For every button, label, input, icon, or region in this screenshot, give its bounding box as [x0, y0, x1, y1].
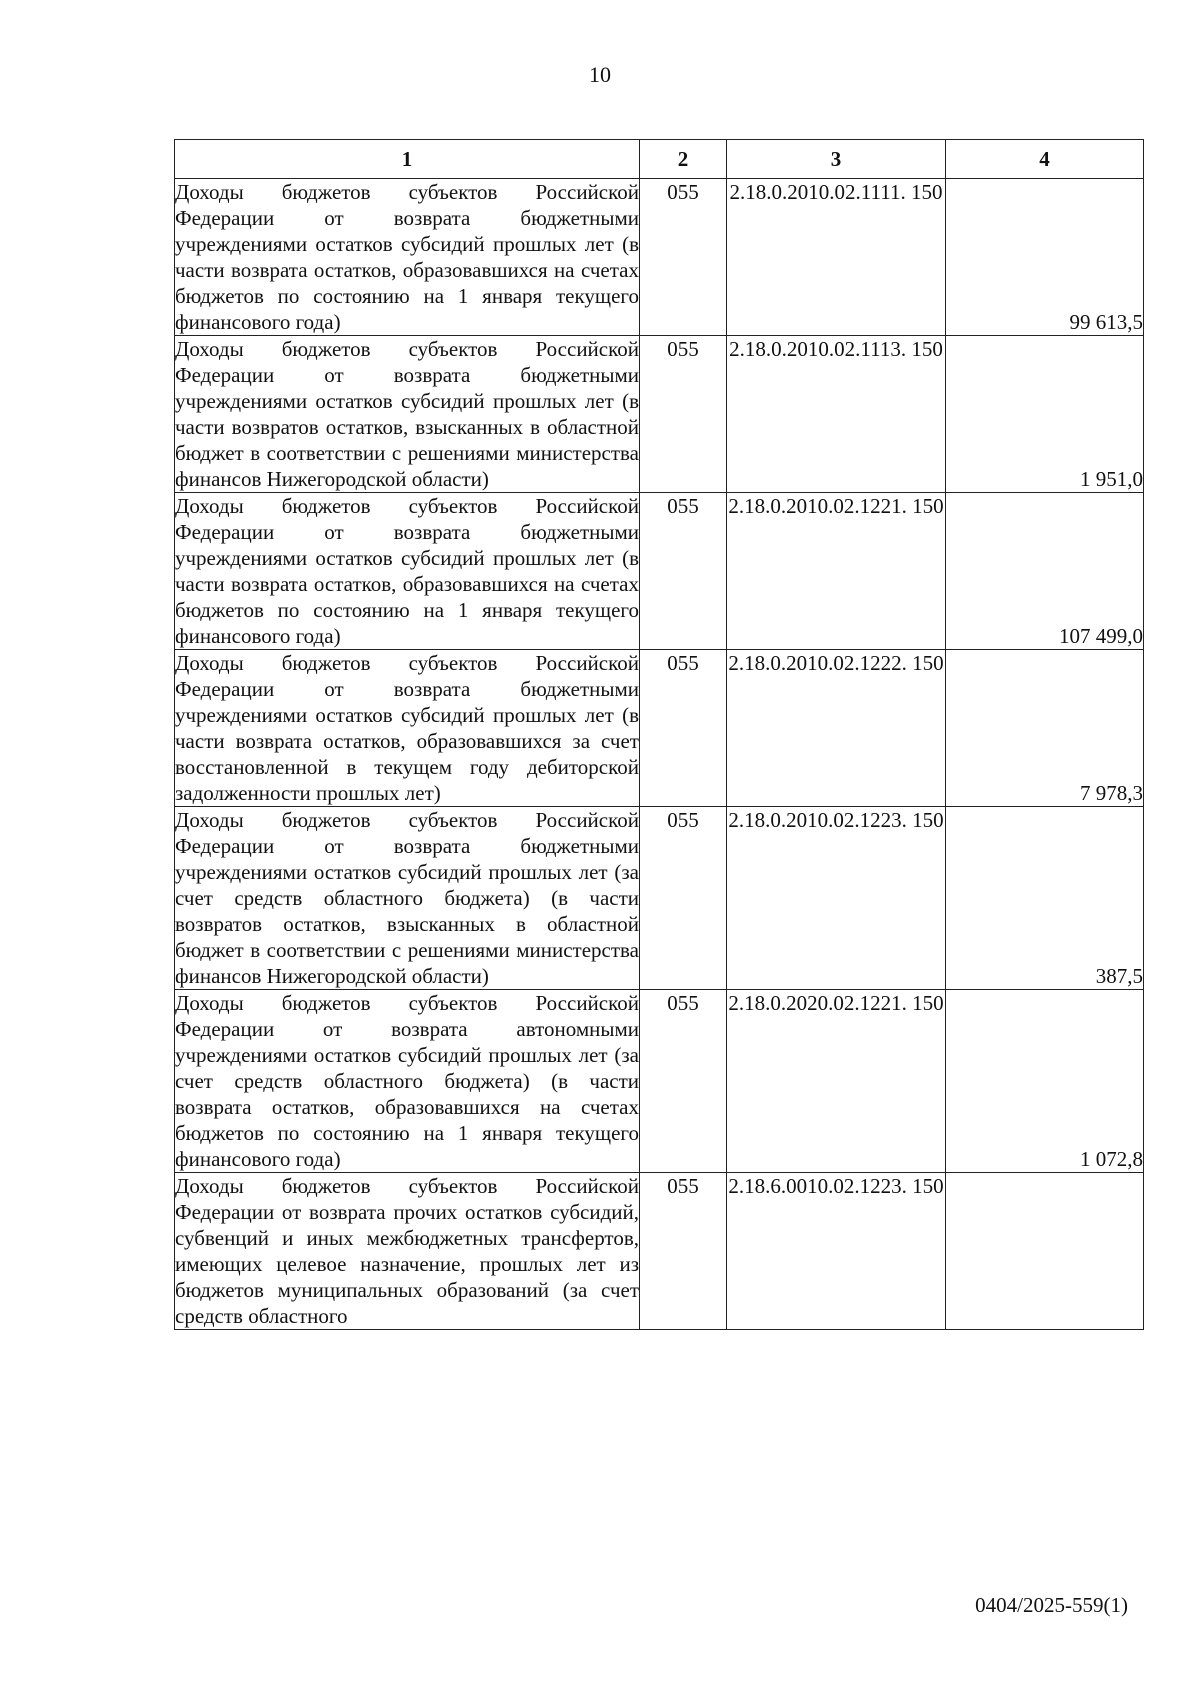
row-amount: 107 499,0	[946, 493, 1144, 650]
row-budget-classification-code: 2.18.0.2020.02.1221. 150	[727, 990, 946, 1173]
page-number: 10	[589, 62, 611, 87]
row-admin-code: 055	[640, 807, 727, 990]
row-admin-code: 055	[640, 336, 727, 493]
row-description: Доходы бюджетов субъектов Российской Федерации от возврата бюджетными учреждениями остатков субсидий прошлых лет (в части возврата остатков, образовавшихся за счет восстановленной в текущем году дебиторской задолженности прошлых лет)	[175, 651, 639, 805]
row-description: Доходы бюджетов субъектов Российской Федерации от возврата бюджетными учреждениями остатков субсидий прошлых лет (в части возврата остатков, образовавшихся на счетах бюджетов по состоянию на 1 января текущего финансового года)	[175, 180, 639, 334]
row-admin-code: 055	[640, 650, 727, 807]
column-header-4: 4	[946, 140, 1144, 179]
row-amount	[946, 1173, 1144, 1330]
row-description: Доходы бюджетов субъектов Российской Федерации от возврата бюджетными учреждениями остатков субсидий прошлых лет (за счет средств областного бюджета) (в части возвратов остатков, взысканных в областной бюджет в соответствии с решениями министерства финансов Нижегородской области)	[175, 808, 639, 988]
document-number: 0404/2025-559(1)	[975, 1593, 1128, 1617]
row-admin-code: 055	[640, 1173, 727, 1330]
column-header-2: 2	[640, 140, 727, 179]
row-budget-classification-code: 2.18.6.0010.02.1223. 150	[727, 1173, 946, 1330]
row-amount: 7 978,3	[946, 650, 1144, 807]
budget-table	[174, 139, 1144, 1330]
column-header-1: 1	[175, 140, 640, 179]
row-amount: 1 072,8	[946, 990, 1144, 1173]
row-amount: 99 613,5	[946, 179, 1144, 336]
row-amount: 1 951,0	[946, 336, 1144, 493]
table-row	[175, 493, 1144, 650]
row-description: Доходы бюджетов субъектов Российской Федерации от возврата автономными учреждениями остатков субсидий прошлых лет (за счет средств областного бюджета) (в части возврата остатков, образовавшихся на счетах бюджетов по состоянию на 1 января текущего финансового года)	[175, 991, 639, 1171]
column-header-3: 3	[727, 140, 946, 179]
table-row	[175, 990, 1144, 1173]
row-budget-classification-code: 2.18.0.2010.02.1113. 150	[727, 336, 946, 493]
row-admin-code: 055	[640, 179, 727, 336]
row-budget-classification-code: 2.18.0.2010.02.1222. 150	[727, 650, 946, 807]
table-row	[175, 1173, 1144, 1330]
row-budget-classification-code: 2.18.0.2010.02.1111. 150	[727, 179, 946, 336]
table-header-row	[175, 140, 1144, 179]
row-description: Доходы бюджетов субъектов Российской Федерации от возврата бюджетными учреждениями остатков субсидий прошлых лет (в части возврата остатков, образовавшихся на счетах бюджетов по состоянию на 1 января текущего финансового года)	[175, 494, 639, 648]
row-description: Доходы бюджетов субъектов Российской Федерации от возврата бюджетными учреждениями остатков субсидий прошлых лет (в части возвратов остатков, взысканных в областной бюджет в соответствии с решениями министерства финансов Нижегородской области)	[175, 337, 639, 491]
table-row	[175, 179, 1144, 336]
table-row	[175, 650, 1144, 807]
row-admin-code: 055	[640, 990, 727, 1173]
row-description: Доходы бюджетов субъектов Российской Федерации от возврата прочих остатков субсидий, субвенций и иных межбюджетных трансфертов, имеющих целевое назначение, прошлых лет из бюджетов муниципальных образований (за счет средств областного	[175, 1174, 639, 1328]
table-row	[175, 807, 1144, 990]
row-budget-classification-code: 2.18.0.2010.02.1223. 150	[727, 807, 946, 990]
row-amount: 387,5	[946, 807, 1144, 990]
row-admin-code: 055	[640, 493, 727, 650]
row-budget-classification-code: 2.18.0.2010.02.1221. 150	[727, 493, 946, 650]
table-row	[175, 336, 1144, 493]
